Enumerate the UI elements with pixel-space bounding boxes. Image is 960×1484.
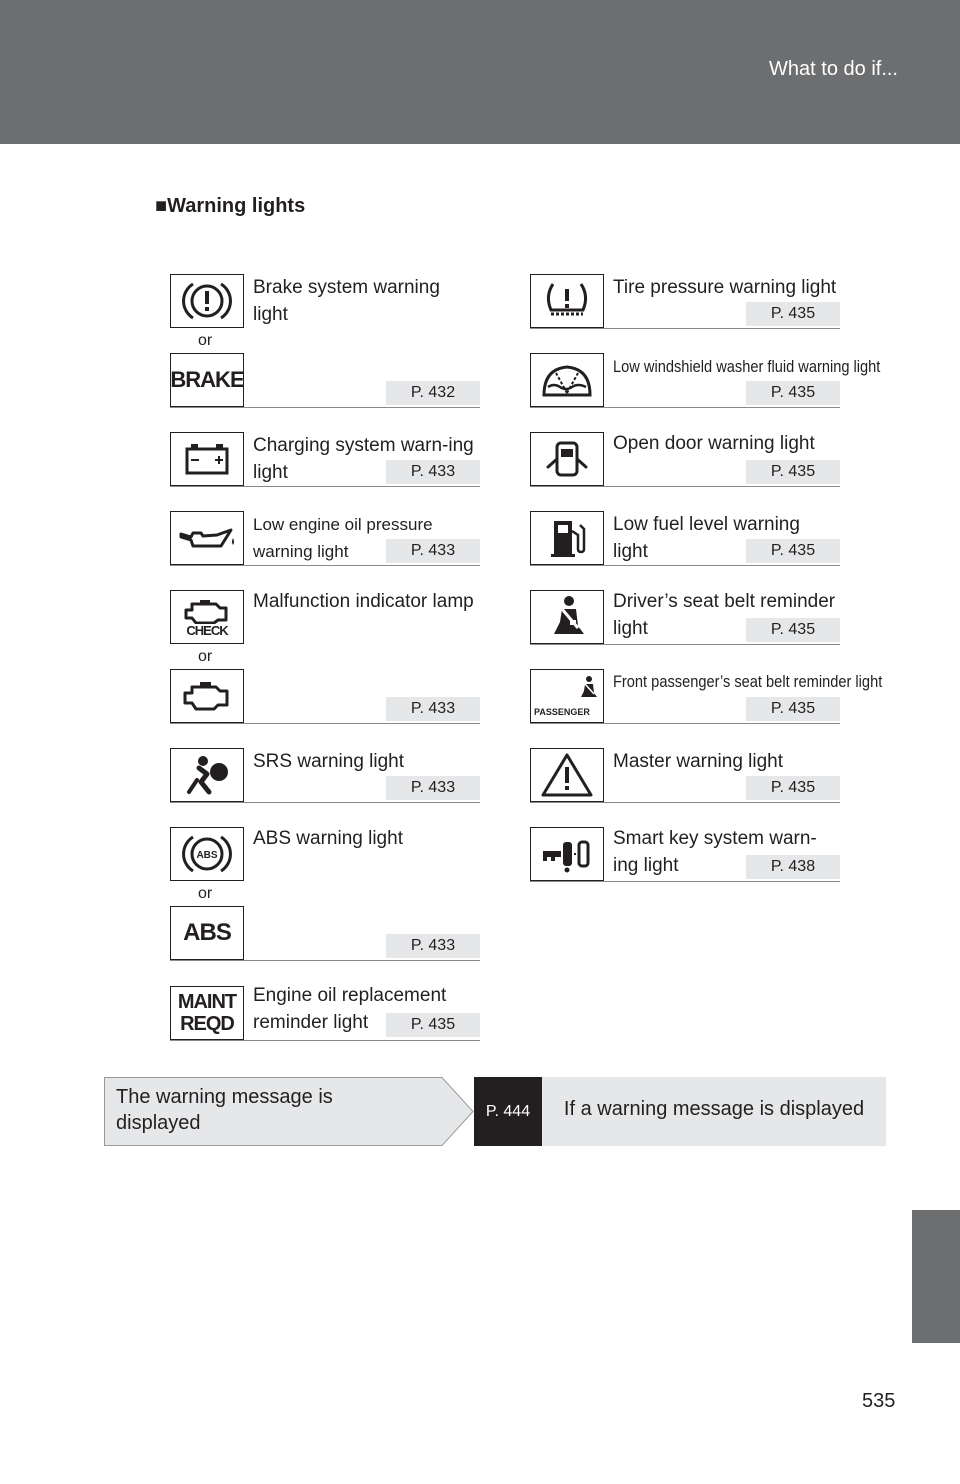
battery-icon (170, 432, 244, 486)
entry-label: Malfunction indicator lamp (253, 591, 474, 612)
banner-page-ref[interactable]: P. 444 (474, 1077, 542, 1146)
abs-circle-icon (170, 827, 244, 881)
abs-circle-text: ABS (196, 850, 218, 861)
entry-label: Engine oil replacement reminder light (253, 985, 447, 1033)
page-ref[interactable]: P. 435 (386, 1013, 480, 1037)
master-warning-icon (530, 748, 604, 802)
warning-message-banner (104, 1077, 886, 1146)
page-ref[interactable]: P. 435 (746, 776, 840, 800)
entry-label: Low windshield washer fluid warning light (613, 357, 881, 376)
page-ref[interactable]: P. 435 (746, 302, 840, 326)
or-label: or (198, 648, 213, 665)
page-ref[interactable]: P. 435 (746, 539, 840, 563)
banner-condition: The warning message is displayed (116, 1086, 333, 1134)
page-ref[interactable]: P. 438 (746, 855, 840, 879)
tire-pressure-icon (530, 274, 604, 328)
entry-label: Tire pressure warning light (613, 277, 837, 298)
brake-text-icon: BRAKE (170, 353, 244, 407)
page-ref[interactable]: P. 433 (386, 934, 480, 958)
page-ref[interactable]: P. 433 (386, 776, 480, 800)
entry-label: Open door warning light (613, 433, 815, 454)
section-title: ■Warning lights (155, 195, 306, 217)
oil-can-icon (170, 511, 244, 565)
entry-label: Low engine oil pressure warning light (253, 515, 433, 561)
or-label: or (198, 885, 213, 902)
brake-circle-icon (170, 274, 244, 328)
page-ref[interactable]: P. 435 (746, 697, 840, 721)
entry-label: Charging system warn-ing light (253, 435, 474, 483)
engine-icon (170, 669, 244, 723)
page-ref[interactable]: P. 435 (746, 618, 840, 642)
open-door-icon (530, 432, 604, 486)
page-ref[interactable]: P. 432 (386, 381, 480, 405)
or-label: or (198, 332, 213, 349)
entry-label: Brake system warning light (253, 277, 440, 325)
page-ref[interactable]: P. 433 (386, 539, 480, 563)
page-ref[interactable]: P. 433 (386, 460, 480, 484)
header-title: What to do if... (769, 58, 898, 80)
abs-text-icon: ABS (170, 906, 244, 960)
page-header (0, 0, 960, 144)
page-ref[interactable]: P. 433 (386, 697, 480, 721)
page-ref[interactable]: P. 435 (746, 460, 840, 484)
page-number: 535 (862, 1390, 896, 1412)
fuel-pump-icon (530, 511, 604, 565)
entry-label: SRS warning light (253, 751, 405, 772)
entry-label: Master warning light (613, 751, 784, 772)
entry-label: Driver’s seat belt reminder light (613, 591, 836, 639)
banner-action: If a warning message is displayed (542, 1077, 886, 1146)
washer-fluid-icon (530, 353, 604, 407)
passenger-seat-belt-icon: PASSENGER (530, 669, 604, 723)
seat-belt-icon (530, 590, 604, 644)
engine-check-icon: CHECK (170, 590, 244, 644)
page-ref[interactable]: P. 435 (746, 381, 840, 405)
chapter-tab (912, 1210, 960, 1343)
smart-key-icon (530, 827, 604, 881)
maint-reqd-icon: MAINT REQD (170, 986, 244, 1040)
entry-label: Smart key system warn-ing light (613, 828, 817, 876)
entry-label: Front passenger’s seat belt reminder light (613, 672, 883, 691)
entry-label: ABS warning light (253, 828, 403, 849)
entry-label: Low fuel level warning light (613, 514, 800, 562)
airbag-icon (170, 748, 244, 802)
